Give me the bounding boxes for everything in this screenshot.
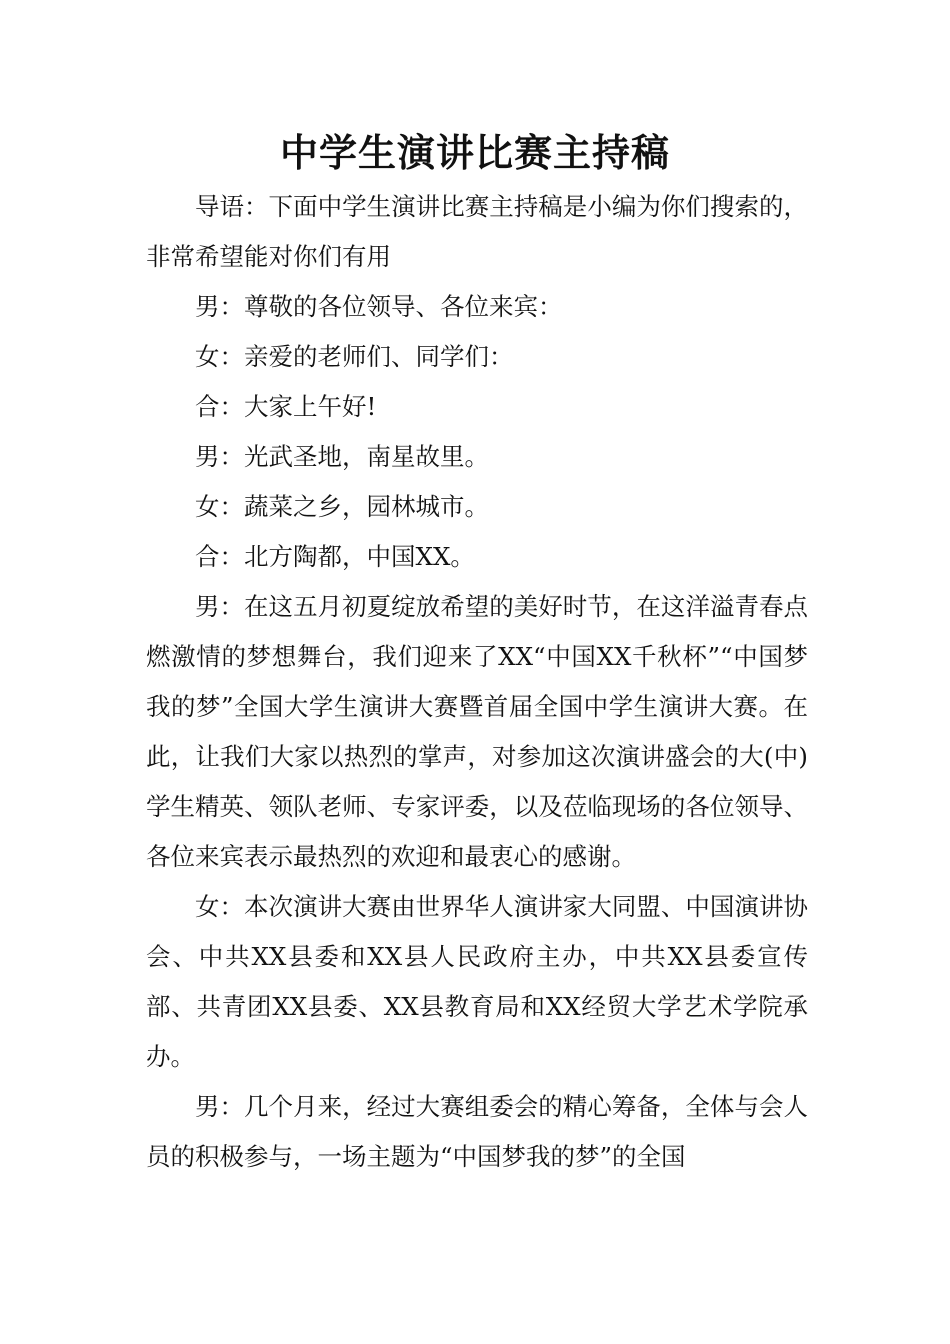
- paragraph-intro: 导语：下面中学生演讲比赛主持稿是小编为你们搜索的，非常希望能对你们有用: [146, 192, 808, 271]
- document-body: [146, 182, 808, 1182]
- paragraph: 男：在这五月初夏绽放希望的美好时节，在这洋溢青春点燃激情的梦想舞台，我们迎来了XX“中国XX千秋杯”“中国梦我的梦”全国大学生演讲大赛暨首届全国中学生演讲大赛。在此，让我们大家以热烈的掌声，对参加这次演讲盛会的大(中)学生精英、领队老师、专家评委，以及莅临现场的各位领导、各位来宾表示最热烈的欢迎和最衷心的感谢。: [146, 592, 808, 871]
- paragraph: 男：光武圣地，南星故里。: [195, 442, 489, 471]
- paragraph: 合：大家上午好!: [195, 392, 377, 421]
- paragraph: 合：北方陶都，中国XX。: [195, 542, 475, 571]
- paragraph: 男：几个月来，经过大赛组委会的精心筹备，全体与会人员的积极参与，一场主题为“中国梦我的梦”的全国: [146, 1092, 808, 1171]
- paragraph: 女：蔬菜之乡，园林城市。: [195, 492, 489, 521]
- paragraph: 男：尊敬的各位领导、各位来宾：: [195, 292, 563, 321]
- paragraph: 女：亲爱的老师们、同学们：: [195, 342, 514, 371]
- document-title: 中学生演讲比赛主持稿: [279, 130, 670, 175]
- paragraph: 女：本次演讲大赛由世界华人演讲家大同盟、中国演讲协会、中共XX县委和XX县人民政府主办，中共XX县委宣传部、共青团XX县委、XX县教育局和XX经贸大学艺术学院承办。: [146, 892, 808, 1071]
